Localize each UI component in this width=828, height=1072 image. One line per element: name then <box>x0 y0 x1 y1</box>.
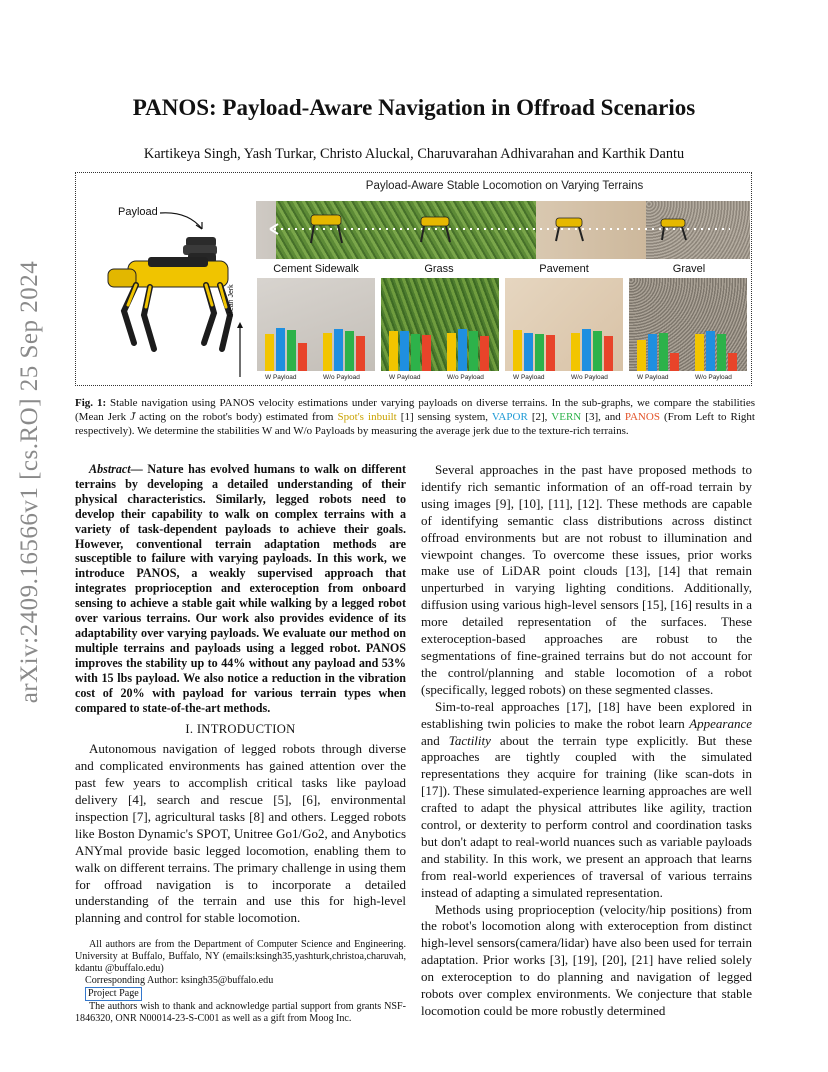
caption-text: Stable navigation using PANOS velocity estimations under varying payloads on diverse terrains. In the sub-graphs, we compare the stabilities (Mean Jerk <box>75 397 755 423</box>
bar-pavement-w-2 <box>535 334 544 371</box>
footnote-affiliation: All authors are from the Department of Computer Science and Engineering. University at Buffalo, Buffalo, NY (emails:ksingh35,yashturk,christoa,charuvah, kdantu @buffalo.edu) <box>75 939 406 975</box>
bar-cement-sidewalk-wo-0 <box>323 333 332 371</box>
bar-pavement-wo-1 <box>582 329 591 371</box>
arxiv-identifier: arXiv:2409.16566v1 [cs.RO] 25 Sep 2024 <box>16 260 43 704</box>
terrain-label-pavement: Pavement <box>539 263 589 275</box>
bar-pavement-w-3 <box>546 335 555 371</box>
y-axis-label: Mean Jerk <box>228 284 235 317</box>
bar-gravel-wo-3 <box>728 353 737 371</box>
bar-gravel-wo-2 <box>717 334 726 371</box>
emph-tactility: Tactility <box>448 732 491 748</box>
bar-cement-sidewalk-w-2 <box>287 330 296 371</box>
bar-cement-sidewalk-wo-3 <box>356 336 365 371</box>
footnote-corresponding: Corresponding Author: ksingh35@buffalo.edu <box>85 975 274 987</box>
paragraph-sim-to-real <box>421 699 752 902</box>
bar-cement-sidewalk-w-3 <box>298 343 307 371</box>
terrain-label-cement: Cement Sidewalk <box>273 263 359 275</box>
caption-label: Fig. 1: <box>75 397 107 409</box>
abstract-text: Nature has evolved humans to walk on different terrains by developing a detailed understanding of their physical characteristics. Similarly, legged robots need to develop their capability to walk on complex terrains with a variety of task-dependent payloads to achieve their goals. However, conventional terrain adaptation methods are susceptible to failure with varying payloads. In this work, we introduce PANOS, a weakly supervised approach that integrates proprioception and exteroception from onboard sensing to achieve a stable gait while walking by a legged robot over various terrains. Our work also provides evidence of its adaptability over varying payloads. We evaluate our method on multiple terrains and payloads using a legged robot. PANOS improves the stability up to 44% without any payload and 53% with 15 lbs payload. We also notice a reduction in the vibration cost of 20% with payload for various terrain types when compared to state-of-the-art methods. <box>75 462 406 715</box>
figure-caption <box>75 396 755 438</box>
mean-jerk-symbol: J̄ <box>130 411 136 423</box>
left-column <box>75 462 406 1025</box>
intro-paragraph: Autonomous navigation of legged robots through diverse and complicated environments has gained attention over the past few years to accomplish critical tasks like payload delivery [4], search and rescue [5], [6], environmental inspection [7], agricultural tasks [8] and others. Legged robots like Boston Dynamic's SPOT, Unitree Go1/Go2, and Anybotics ANYmal provide basic legged locomotion, enabling them to walk on different terrains. The primary challenge in using them for offroad navigation is to incorporate a detailed understanding of the terrain and use this for high-level planning and control for stable locomotion. <box>75 741 406 926</box>
bar-grass-w-2 <box>411 334 420 371</box>
abstract-label: Abstract <box>89 462 131 476</box>
caption-text: [3], and <box>581 411 625 423</box>
group-label-wo-payload: W/o Payload <box>695 374 732 381</box>
bar-grass-wo-1 <box>458 329 467 371</box>
footnote-thanks: The authors wish to thank and acknowledge partial support from grants NSF-1846320, ONR N00014-23-S-C001 as well as a gift from Moog Inc. <box>75 1001 406 1025</box>
y-axis-arrow-icon <box>236 321 244 379</box>
bar-gravel-w-1 <box>648 334 657 371</box>
bar-gravel-w-2 <box>659 333 668 371</box>
bar-pavement-wo-2 <box>593 331 602 371</box>
group-label-w-payload: W Payload <box>637 374 669 381</box>
text: Sim-to-real approaches [17], [18] have been explored in establishing twin policies to make the robot learn <box>421 698 752 731</box>
chart-panel-cement <box>257 278 375 371</box>
caption-panos: PANOS <box>624 411 660 423</box>
terrain-label-grass: Grass <box>424 263 454 275</box>
chart-panel-pavement <box>505 278 623 371</box>
bar-cement-sidewalk-w-1 <box>276 328 285 371</box>
bar-gravel-wo-1 <box>706 331 715 371</box>
group-label-wo-payload: W/o Payload <box>571 374 608 381</box>
bar-grass-w-1 <box>400 331 409 371</box>
figure-heading: Payload-Aware Stable Locomotion on Varying Terrains <box>365 180 644 192</box>
bar-grass-w-0 <box>389 331 398 371</box>
spot-robot-with-payload-icon <box>88 231 238 363</box>
emph-appearance: Appearance <box>689 715 752 731</box>
payload-arrow-icon <box>158 209 208 233</box>
robot-path-arrow-icon <box>256 201 750 259</box>
paper-title: PANOS: Payload-Aware Navigation in Offroad Scenarios <box>132 95 696 120</box>
abstract <box>75 462 406 715</box>
group-label-w-payload: W Payload <box>513 374 545 381</box>
bar-grass-wo-0 <box>447 333 456 371</box>
paragraph-proprioception: Methods using proprioception (velocity/hip positions) from the robot's locomotion along with exteroception from distinct high-level sensors(camera/lidar) have also been used for terrain adaptation. Prior works [3], [19], [20], [21] have relied solely on exteroception to do planning and navigation of legged robots over complex environments. We conjecture that stable locomotion could be more robustly determined <box>421 901 752 1018</box>
group-label-wo-payload: W/o Payload <box>447 374 484 381</box>
text: about the terrain type explicitly. But these approaches are tightly coupled with the simulated representations they acquire for training (like scan-dots in [17]). These simulated-experience learning approaches are well crafted to adapt the physical attributes like agility, traction control, or dexterity to perform control and coordination tasks but don't adapt to real-world nuances such as variable payloads and stability. In this work, we present an approach that learns from real-world experiences of traversal of various terrains instead of adapting a simulated representation. <box>421 732 752 900</box>
author-list: Kartikeya Singh, Yash Turkar, Christo Aluckal, Charuvarahan Adhivarahan and Karthik Dantu <box>143 146 685 162</box>
bar-grass-w-3 <box>422 335 431 371</box>
payload-label: Payload <box>118 206 158 218</box>
bar-grass-wo-3 <box>480 336 489 371</box>
terrain-strip <box>256 201 750 259</box>
figure-1 <box>75 172 752 386</box>
project-page-link[interactable]: Project Page <box>85 987 142 1001</box>
group-label-w-payload: W Payload <box>389 374 421 381</box>
bar-cement-sidewalk-w-0 <box>265 334 274 371</box>
caption-text: [1] sensing system, <box>396 411 492 423</box>
bar-pavement-wo-3 <box>604 336 613 371</box>
caption-text: (From Left to Right respectively). We determine the stabilities W and W/o Payloads by measuring the average jerk due to the texture-rich terrains. <box>75 411 755 437</box>
caption-vern: VERN <box>551 411 582 423</box>
section-heading-introduction: I. INTRODUCTION <box>185 722 296 737</box>
right-column <box>421 462 752 1020</box>
bar-pavement-wo-0 <box>571 333 580 371</box>
bar-pavement-w-0 <box>513 330 522 371</box>
bar-cement-sidewalk-wo-2 <box>345 331 354 371</box>
caption-vapor: VAPOR <box>491 411 528 423</box>
bar-gravel-wo-0 <box>695 334 704 371</box>
bar-gravel-w-3 <box>670 353 679 371</box>
paragraph-related-semantic: Several approaches in the past have proposed methods to identify rich semantic information of an off-road terrain by using images [9], [10], [11], [12]. These methods are capable of identifying semantic class distributions across distinct offroad environments but are not robust to illumination and viewpoint changes. To overcome these issues, prior works make use of LiDAR point clouds [13], [14] that remain unperturbed in varying lighting conditions. Additionally, diffusion using various high-level sensors [15], [16] results in a more detailed representation of the surfaces. These exteroception-based approaches are robust to the segmentations of fine-grained terrains but do not account for the control/planning and stable locomotion of a robot (specifically, legged robots) on these segmented classes. <box>421 462 752 697</box>
group-label-wo-payload: W/o Payload <box>323 374 360 381</box>
abstract-sep: — <box>130 462 148 476</box>
caption-spot: Spot's inbuilt <box>337 411 397 423</box>
terrain-label-gravel: Gravel <box>672 263 706 275</box>
chart-panel-grass <box>381 278 499 371</box>
bar-gravel-w-0 <box>637 340 646 371</box>
bar-grass-wo-2 <box>469 331 478 371</box>
group-label-w-payload: W Payload <box>265 374 297 381</box>
caption-text: acting on the robot's body) estimated from <box>135 411 338 423</box>
bar-cement-sidewalk-wo-1 <box>334 329 343 371</box>
text: and <box>421 732 449 748</box>
caption-text: [2], <box>527 411 552 423</box>
chart-panel-gravel <box>629 278 747 371</box>
bar-pavement-w-1 <box>524 333 533 371</box>
